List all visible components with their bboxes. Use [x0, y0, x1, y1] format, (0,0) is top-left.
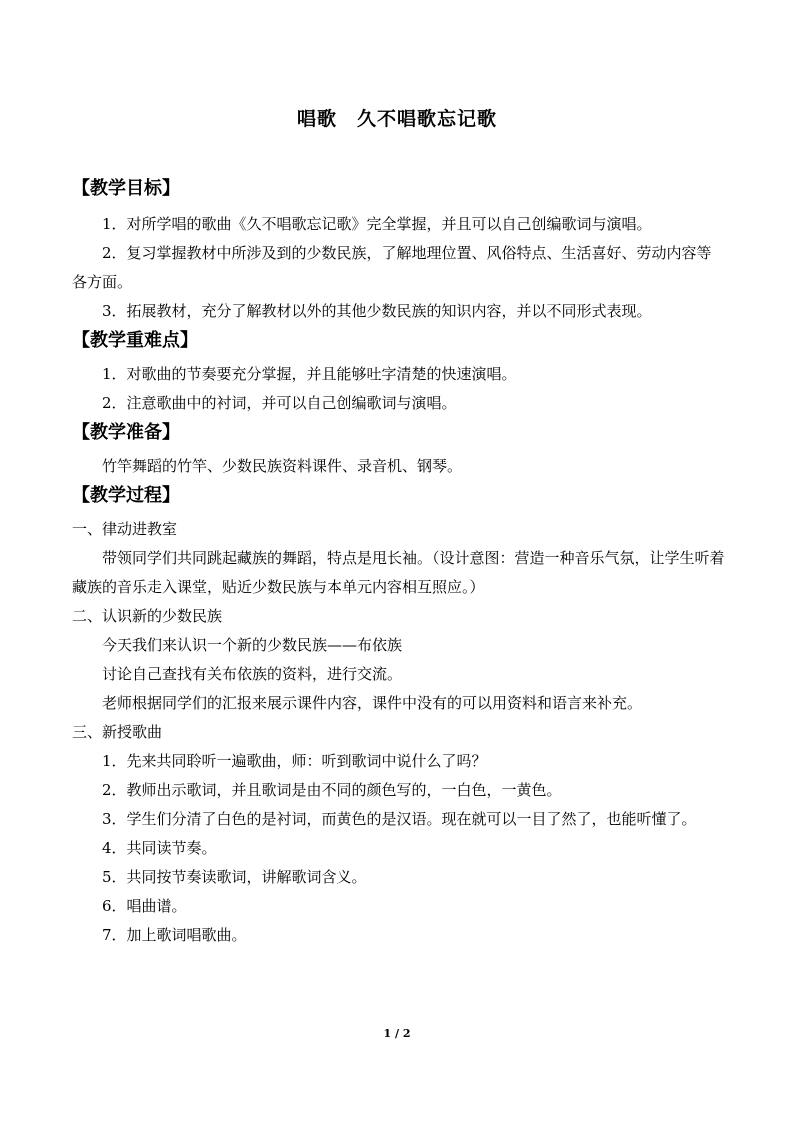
preparation-heading: 【教学准备】 [72, 422, 180, 443]
process-step: 5．共同按节奏读歌词，讲解歌词含义。 [102, 868, 367, 886]
page-number: 1 / 2 [383, 1027, 411, 1040]
process-step: 7．加上歌词唱歌曲。 [102, 926, 247, 944]
objective-item: 3．拓展教材，充分了解教材以外的其他少数民族的知识内容，并以不同形式表现。 [102, 302, 652, 320]
objective-item: 1．对所学唱的歌曲《久不唱歌忘记歌》完全掌握，并且可以自己创编歌词与演唱。 [102, 215, 652, 233]
process-step: 2．教师出示歌词，并且歌词是由不同的颜色写的，一白色，一黄色。 [102, 781, 562, 799]
process-paragraph: 带领同学们共同跳起藏族的舞蹈，特点是甩长袖。（设计意图：营造一种音乐气氛，让学生听着藏族的音乐走入课堂，贴近少数民族与本单元内容相互照应。） [72, 549, 725, 596]
objective-item: 2．复习掌握教材中所涉及到的少数民族，了解地理位置、风俗特点、生活喜好、劳动内容等各方面。 [72, 244, 712, 291]
preparation-text: 竹竿舞蹈的竹竿、少数民族资料课件、录音机、钢琴。 [102, 457, 463, 475]
process-section-title: 三、新授歌曲 [72, 723, 163, 741]
process-paragraph: 老师根据同学们的汇报来展示课件内容，课件中没有的可以用资料和语言来补充。 [102, 694, 643, 712]
process-paragraph: 今天我们来认识一个新的少数民族——布依族 [102, 636, 403, 654]
process-paragraph: 讨论自己查找有关布依族的资料，进行交流。 [102, 665, 403, 683]
key-point-item: 1．对歌曲的节奏要充分掌握，并且能够吐字清楚的快速演唱。 [102, 365, 517, 383]
page-title: 唱歌 久不唱歌忘记歌 [296, 108, 497, 130]
process-step: 4．共同读节奏。 [102, 839, 217, 857]
process-step: 3．学生们分清了白色的是衬词，而黄色的是汉语。现在就可以一目了然了，也能听懂了。 [102, 810, 697, 828]
process-step: 1．先来共同聆听一遍歌曲，师：听到歌词中说什么了吗？ [102, 752, 487, 770]
key-points-heading: 【教学重难点】 [72, 330, 198, 351]
document-body [72, 174, 726, 950]
process-step: 6．唱曲谱。 [102, 897, 187, 915]
process-section-title: 一、律动进教室 [72, 520, 178, 538]
key-point-item: 2．注意歌曲中的衬词，并可以自己创编歌词与演唱。 [102, 394, 457, 412]
objectives-heading: 【教学目标】 [72, 178, 180, 199]
process-heading: 【教学过程】 [72, 485, 180, 506]
process-section-title: 二、认识新的少数民族 [72, 607, 223, 625]
